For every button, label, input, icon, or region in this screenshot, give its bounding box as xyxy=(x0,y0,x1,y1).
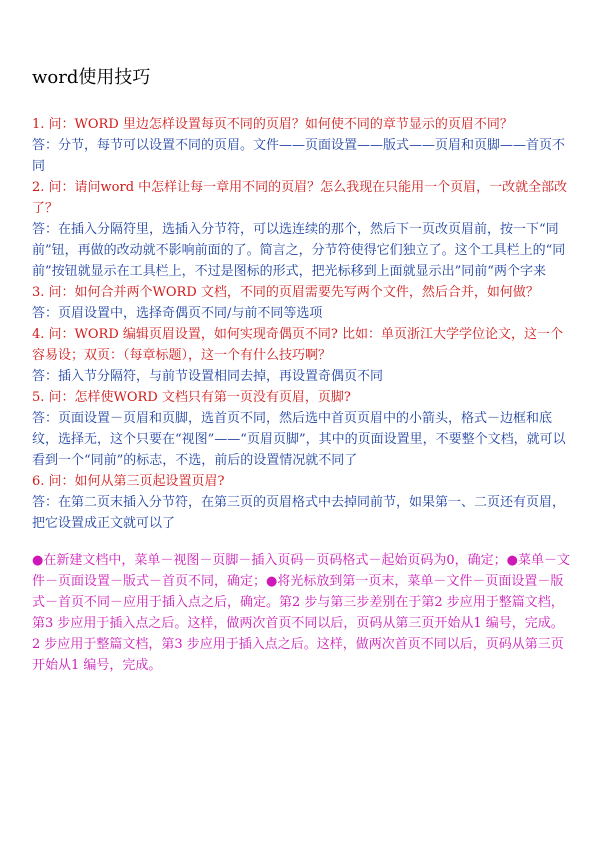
question-6: 6. 问：如何从第三页起设置页眉? xyxy=(32,474,225,489)
answer-4: 答：插入节分隔符，与前节设置相同去掉，再设置奇偶页不同 xyxy=(32,369,384,384)
question-5: 5. 问：怎样使WORD 文档只有第一页没有页眉，页脚? xyxy=(32,390,351,405)
question-1: 1. 问：WORD 里边怎样设置每页不同的页眉？如何使不同的章节显示的页眉不同？ xyxy=(32,117,513,132)
answer-5: 答：页面设置－页眉和页脚，选首页不同，然后选中首页页眉中的小箭头，格式－边框和底纹，选择无，这个只要在“视图”——“页眉页脚”，其中的页面设置里，不要整个文档，就可以看到一个“同前”的标志，不选，前后的设置情况就不同了 xyxy=(32,411,566,468)
question-2: 2. 问：请问word 中怎样让每一章用不同的页眉？怎么我现在只能用一个页眉，一改就全部改了？ xyxy=(32,180,568,216)
answer-2: 答：在插入分隔符里，选插入分节符，可以选连续的那个，然后下一页改页眉前，按一下“同前”钮，再做的改动就不影响前面的了。简言之，分节符使得它们独立了。这个工具栏上的“同前”按钮就显示在工具栏上，不过是图标的形式，把光标移到上面就显示出”同前“两个字来 xyxy=(32,222,566,279)
question-3: 3. 问：如何合并两个WORD 文档，不同的页眉需要先写两个文件，然后合并，如何做？ xyxy=(32,285,539,300)
answer-3: 答：页眉设置中，选择奇偶页不同/与前不同等选项 xyxy=(32,306,323,321)
answer-1: 答：分节，每节可以设置不同的页眉。文件——页面设置——版式——页眉和页脚——首页不同 xyxy=(32,138,566,174)
answer-6: 答：在第二页末插入分节符，在第三页的页眉格式中去掉同前节，如果第一、二页还有页眉，把它设置成正文就可以了 xyxy=(32,495,566,531)
tips-section xyxy=(32,550,570,676)
document-title: word使用技巧 xyxy=(32,67,151,88)
question-4: 4. 问：WORD 编辑页眉设置，如何实现奇偶页不同? 比如：单页浙江大学学位论文，这一个容易设；双页：（每章标题），这一个有什么技巧啊？ xyxy=(32,327,564,363)
tip-paragraph-2: 2 步应用于整篇文档，第3 步应用于插入点之后。这样，做两次首页不同以后，页码从第三页开始从1 编号，完成。 xyxy=(32,637,564,673)
qa-list xyxy=(32,114,570,534)
tip-paragraph-1: ●在新建文档中，菜单－视图－页脚－插入页码－页码格式－起始页码为0，确定；●菜单－文件－页面设置－版式－首页不同，确定；●将光标放到第一页末，菜单－文件－页面设置－版式－首页不同－应用于插入点之后，确定。第2 步与第三步差别在于第2 步应用于整篇文档，第3 步应用于插入点之后。这样，做两次首页不同以后，页码从第三页开始从1 编号，完成。 xyxy=(32,553,570,631)
